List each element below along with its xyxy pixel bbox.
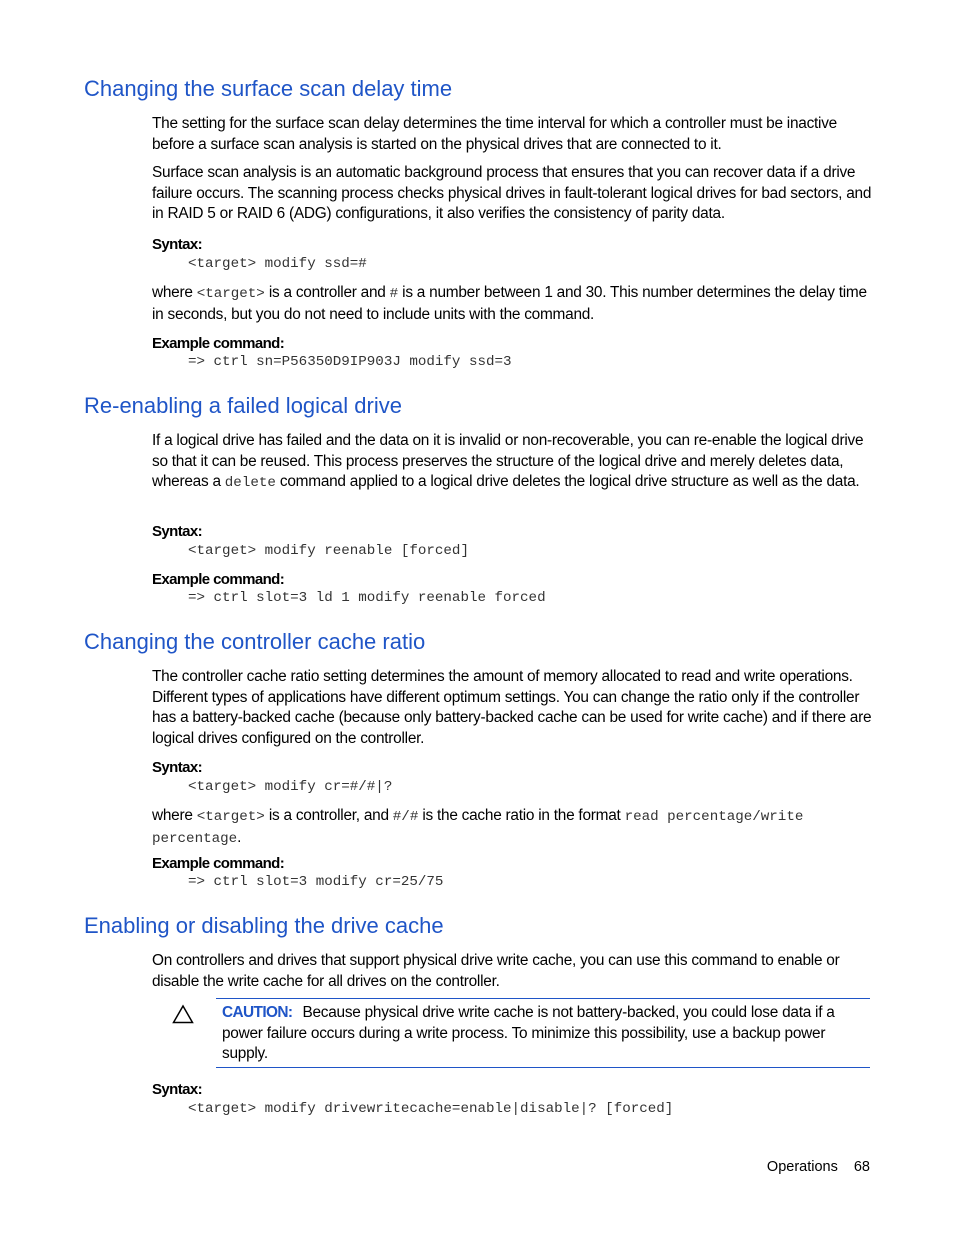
inline-code-target: <target> <box>196 286 265 302</box>
syntax-label: Syntax: <box>152 1081 202 1098</box>
inline-code-ratio: #/# <box>392 809 419 825</box>
paragraph-ssd-where: where <target> is a controller and # is a number between 1 and 30. This number determines the delay time in seconds, but you do not need to include units with the command. <box>152 284 867 323</box>
caution-note <box>216 998 870 1068</box>
paragraph-reenable-intro: If a logical drive has failed and the data on it is invalid or non-recoverable, you can re-enable the logical drive so that it can be reused. This process preserves the structure of the logical drive and merely deletes data, whereas a delete command applied to a logical drive deletes the logical drive structure as well as the data. <box>152 432 864 492</box>
paragraph-cache-ratio-where: where <target> is a controller, and #/# is the cache ratio in the format read percentage/write percentage. <box>152 807 804 847</box>
example-command-label: Example command: <box>152 571 285 588</box>
syntax-code-cache-ratio: <target> modify cr=#/#|? <box>188 779 393 795</box>
footer-section-name: Operations <box>766 1159 838 1175</box>
paragraph-surface-scan-analysis: Surface scan analysis is an automatic background process that ensures that you can recover data if a drive failure occurs. The scanning process checks physical drives in fault-tolerant logical drives for bad sectors, and in RAID 5 or RAID 6 (ADG) configurations, it also verifies the consistency of parity data. <box>152 164 872 223</box>
section-heading-reenable-logical-drive: Re-enabling a failed logical drive <box>84 393 402 418</box>
syntax-code-reenable: <target> modify reenable [forced] <box>188 543 469 559</box>
syntax-code-drivewritecache: <target> modify drivewritecache=enable|disable|? [forced] <box>188 1101 674 1117</box>
paragraph-drive-cache-intro: On controllers and drives that support physical drive write cache, you can use this command to enable or disable the write cache for all drives on the controller. <box>152 952 840 990</box>
example-code-reenable: => ctrl slot=3 ld 1 modify reenable forced <box>188 590 546 606</box>
syntax-label: Syntax: <box>152 236 202 253</box>
page-footer <box>767 1158 870 1176</box>
caution-text: CAUTION: Because physical drive write cache is not battery-backed, you could lose data if a power failure occurs during a write process. To minimize this possibility, use a backup power supply. <box>222 1004 835 1063</box>
inline-code-hash: # <box>389 286 399 302</box>
syntax-code-ssd: <target> modify ssd=# <box>188 256 367 272</box>
section-heading-surface-scan-delay: Changing the surface scan delay time <box>84 76 453 101</box>
paragraph-surface-scan-intro: The setting for the surface scan delay determines the time interval for which a controller must be inactive before a surface scan analysis is started on the physical drives that are connected to it. <box>152 115 837 153</box>
page-number: 68 <box>853 1159 870 1175</box>
example-code-cache-ratio: => ctrl slot=3 modify cr=25/75 <box>188 874 444 890</box>
example-command-label: Example command: <box>152 855 285 872</box>
section-heading-cache-ratio: Changing the controller cache ratio <box>84 629 426 654</box>
syntax-label: Syntax: <box>152 523 202 540</box>
example-command-label: Example command: <box>152 335 285 352</box>
inline-code-target: <target> <box>196 809 265 825</box>
inline-code-delete: delete <box>224 475 276 492</box>
inline-code-ratio-format: read percentage/write percentage <box>152 809 804 847</box>
caution-label: CAUTION: <box>222 1004 293 1021</box>
warning-triangle-icon <box>172 1004 194 1024</box>
example-code-ssd: => ctrl sn=P56350D9IP903J modify ssd=3 <box>188 354 512 370</box>
syntax-label: Syntax: <box>152 759 202 776</box>
paragraph-cache-ratio-intro: The controller cache ratio setting determines the amount of memory allocated to read and write operations. Different types of applications have different optimum settings. You can change the ratio only if the controller has a battery-backed cache (because only battery-backed cache can be used for write cache) and if there are logical drives configured on the controller. <box>152 668 872 747</box>
section-heading-drive-cache: Enabling or disabling the drive cache <box>84 913 444 938</box>
